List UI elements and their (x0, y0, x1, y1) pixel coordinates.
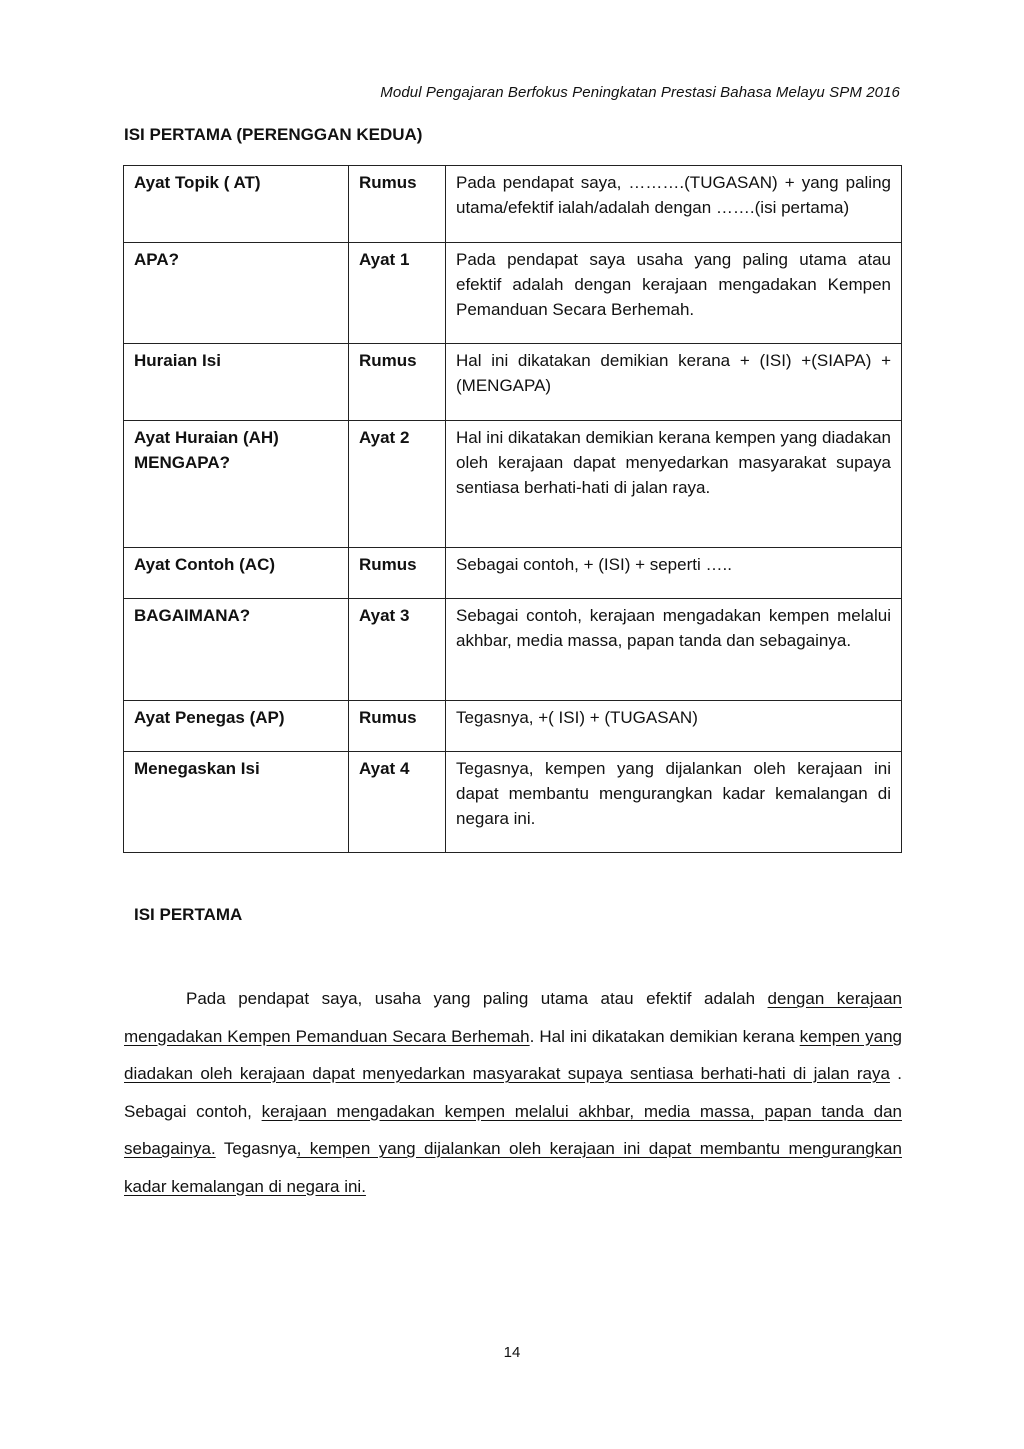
underlined-text: kerajaan mengadakan kempen melalui akhbar, media massa, papan tanda dan sebagainya. (124, 1101, 902, 1158)
paragraph-text: . Sebagai contoh, (124, 1064, 902, 1121)
paragraph-text: Pada pendapat saya, usaha yang paling utama atau efektif adalah (186, 989, 768, 1008)
table-row (124, 752, 902, 853)
row-content: Pada pendapat saya, ……….(TUGASAN) + yang paling utama/efektif ialah/adalah dengan …….(isi pertama) (446, 166, 902, 243)
row-type: Ayat 1 (349, 243, 446, 344)
section-title-perenggan-kedua: ISI PERTAMA (PERENGGAN KEDUA) (124, 125, 423, 144)
running-header: Modul Pengajaran Berfokus Peningkatan Prestasi Bahasa Melayu SPM 2016 (380, 84, 900, 101)
row-content: Tegasnya, +( ISI) + (TUGASAN) (446, 701, 902, 752)
underlined-text: , kempen yang dijalankan oleh kerajaan ini dapat membantu mengurangkan kadar kemalangan di negara ini. (124, 1139, 902, 1196)
underlined-text: kempen yang diadakan oleh kerajaan dapat menyedarkan masyarakat supaya sentiasa berhati-hati di jalan raya (124, 1026, 902, 1083)
paragraph-text: Tegasnya (215, 1139, 297, 1158)
row-label: Menegaskan Isi (124, 752, 349, 853)
row-type: Rumus (349, 701, 446, 752)
row-content: Hal ini dikatakan demikian kerana kempen yang diadakan oleh kerajaan dapat menyedarkan masyarakat supaya sentiasa berhati-hati di jalan raya. (446, 421, 902, 548)
rumus-table (123, 165, 902, 853)
essay-paragraph (124, 980, 902, 1205)
row-label: Huraian Isi (124, 344, 349, 421)
row-type: Rumus (349, 344, 446, 421)
table-row (124, 166, 902, 243)
page-number: 14 (503, 1344, 521, 1361)
row-content: Sebagai contoh, kerajaan mengadakan kempen melalui akhbar, media massa, papan tanda dan sebagainya. (446, 599, 902, 701)
row-type: Ayat 3 (349, 599, 446, 701)
row-content: Hal ini dikatakan demikian kerana + (ISI) +(SIAPA) + (MENGAPA) (446, 344, 902, 421)
row-content: Pada pendapat saya usaha yang paling utama atau efektif adalah dengan kerajaan mengadakan Kempen Pemanduan Secara Berhemah. (446, 243, 902, 344)
table-row (124, 599, 902, 701)
row-label: BAGAIMANA? (124, 599, 349, 701)
row-type: Rumus (349, 166, 446, 243)
underlined-text: dengan kerajaan mengadakan Kempen Pemanduan Secara Berhemah (124, 989, 902, 1046)
row-type: Ayat 4 (349, 752, 446, 853)
row-label-line: MENGAPA? (134, 453, 231, 472)
row-label-line: Ayat Huraian (AH) (134, 428, 279, 447)
paragraph-text: . Hal ini dikatakan demikian kerana (529, 1026, 800, 1046)
section-title-isi-pertama: ISI PERTAMA (134, 905, 243, 924)
table-row (124, 548, 902, 599)
table-row (124, 243, 902, 344)
row-label: Ayat Topik ( AT) (124, 166, 349, 243)
row-label: Ayat Penegas (AP) (124, 701, 349, 752)
row-label (124, 421, 349, 548)
row-content: Sebagai contoh, + (ISI) + seperti ….. (446, 548, 902, 599)
row-content: Tegasnya, kempen yang dijalankan oleh kerajaan ini dapat membantu mengurangkan kadar kemalangan di negara ini. (446, 752, 902, 853)
row-type: Ayat 2 (349, 421, 446, 548)
row-type: Rumus (349, 548, 446, 599)
row-label: APA? (124, 243, 349, 344)
table-row (124, 701, 902, 752)
row-label: Ayat Contoh (AC) (124, 548, 349, 599)
table-row (124, 421, 902, 548)
table-row (124, 344, 902, 421)
